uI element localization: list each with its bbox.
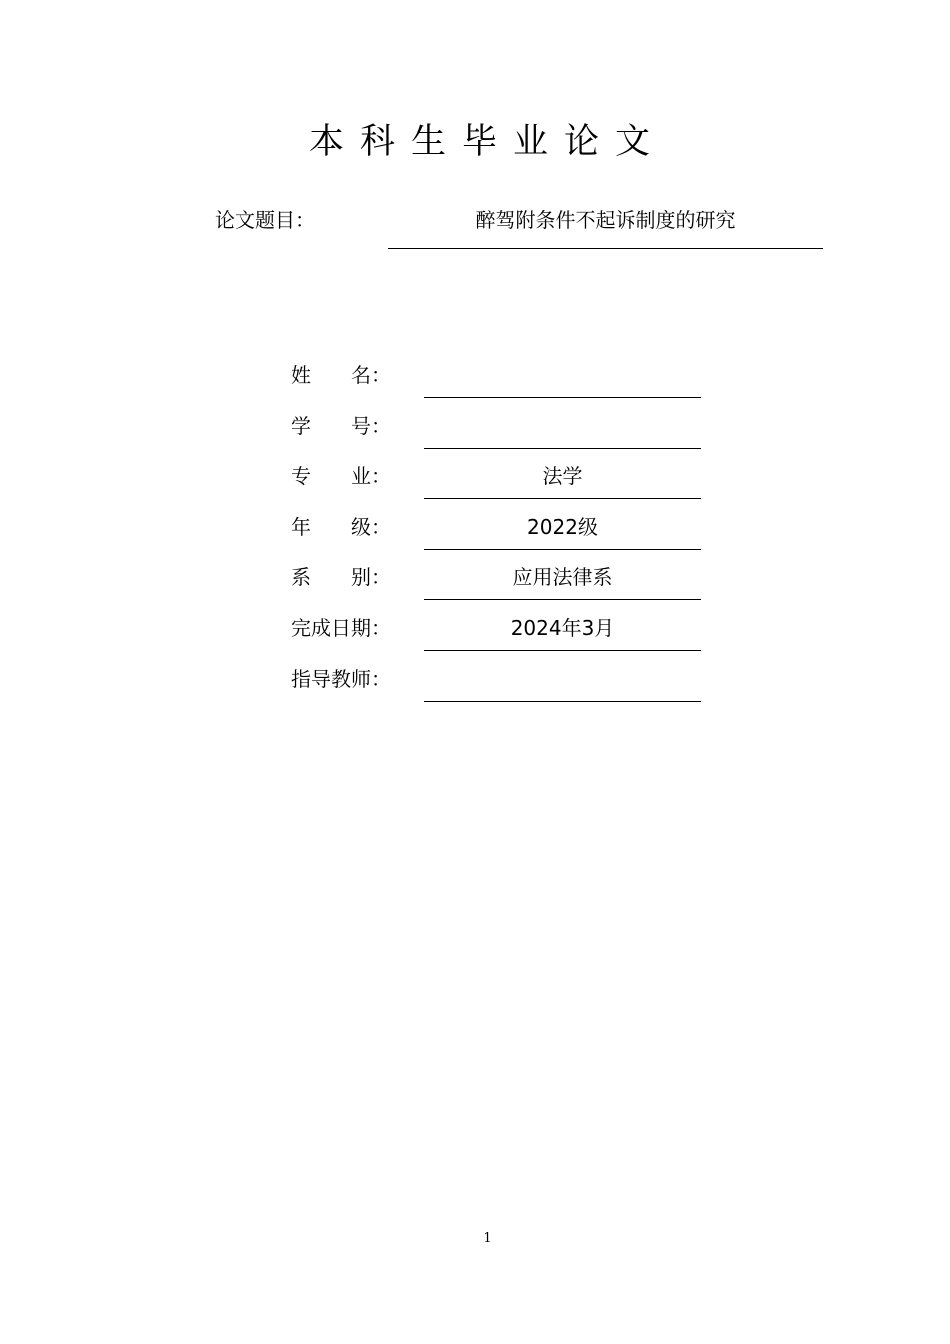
completion-date-underline: [424, 650, 701, 651]
student-id-underline: [424, 448, 701, 449]
advisor-label: 指导教师：: [291, 666, 391, 691]
grade-label: 年 级：: [291, 514, 391, 539]
info-row-completion-date: [291, 610, 711, 661]
info-row-name: [291, 357, 711, 408]
major-label: 专 业：: [291, 464, 391, 489]
info-row-grade: [291, 509, 711, 560]
completion-date-label: 完成日期：: [291, 615, 391, 640]
advisor-underline: [424, 701, 701, 702]
major-value: 法学: [542, 464, 583, 489]
department-label: 系 别：: [291, 565, 391, 590]
student-info-table: [291, 357, 711, 711]
major-underline: [424, 498, 701, 499]
department-underline: [424, 599, 701, 600]
document-title: 本科生毕业论文: [308, 122, 666, 162]
info-row-advisor: [291, 661, 711, 712]
grade-value: 2022级: [527, 514, 598, 539]
info-row-department: [291, 559, 711, 610]
name-underline: [424, 397, 701, 398]
grade-underline: [424, 549, 701, 550]
info-row-student-id: [291, 408, 711, 459]
thesis-title-label: 论文题目：: [215, 208, 315, 232]
info-row-major: [291, 458, 711, 509]
department-value: 应用法律系: [512, 565, 613, 590]
thesis-title-value: 醉驾附条件不起诉制度的研究: [475, 208, 736, 232]
thesis-title-underline: [388, 248, 823, 249]
thesis-title-row: [215, 204, 835, 252]
name-label: 姓 名：: [291, 363, 391, 387]
page-number: 1: [483, 1231, 492, 1246]
completion-date-value: 2024年3月: [510, 615, 615, 640]
student-id-label: 学 号：: [291, 413, 391, 438]
